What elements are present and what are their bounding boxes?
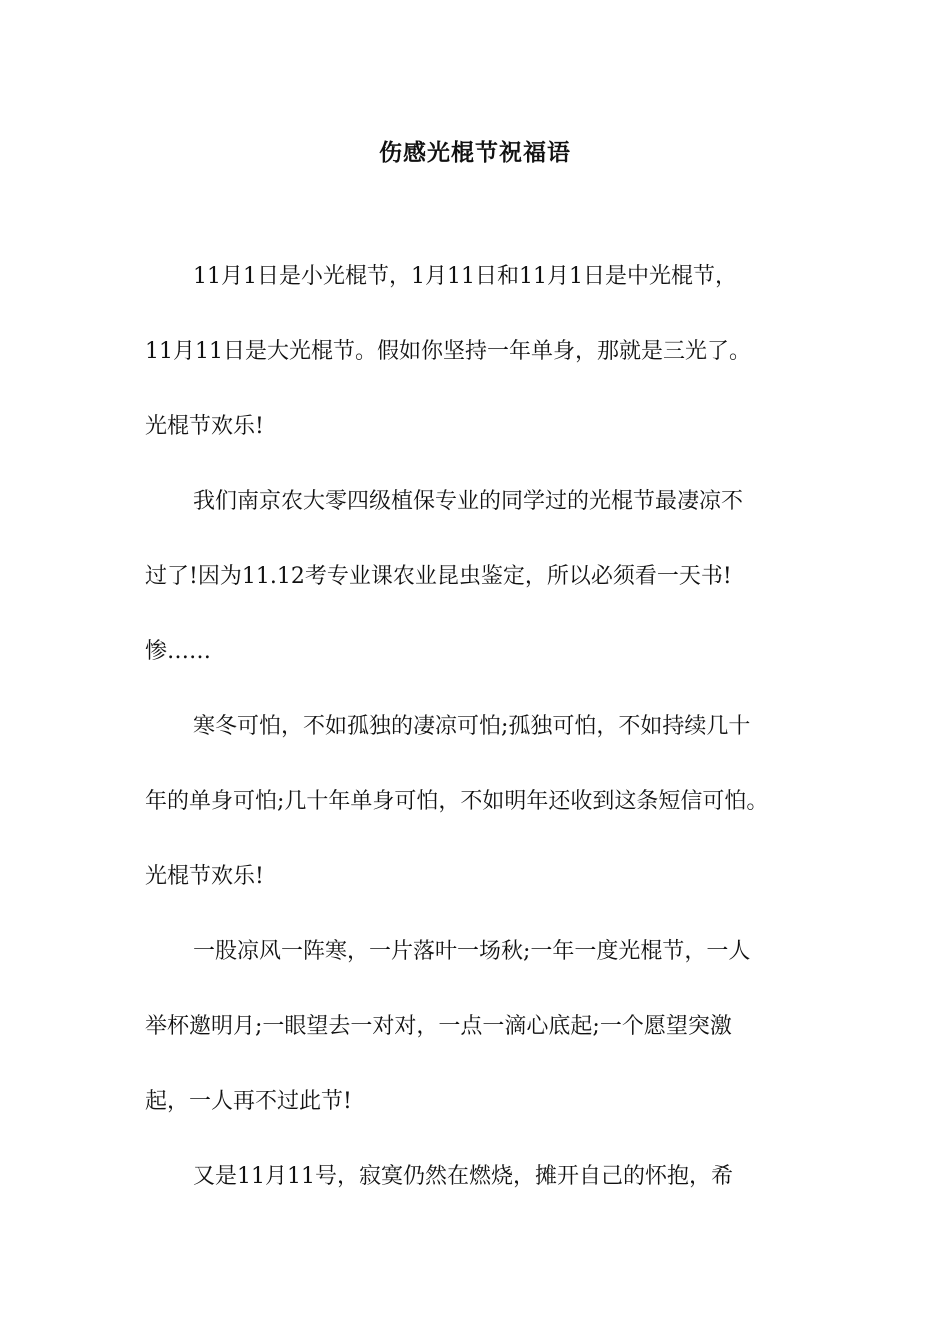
paragraph-line: 惨……: [145, 639, 212, 664]
paragraph-line: 举杯邀明月;一眼望去一对对，一点一滴心底起;一个愿望突激: [145, 1014, 732, 1039]
paragraph-line: 我们南京农大零四级植保专业的同学过的光棍节最凄凉不: [193, 489, 744, 514]
paragraph-line: 11月11日是大光棍节。假如你坚持一年单身，那就是三光了。: [145, 339, 751, 364]
paragraph-line: 寒冬可怕，不如孤独的凄凉可怕;孤独可怕，不如持续几十: [193, 714, 751, 739]
paragraph-line: 起，一人再不过此节!: [145, 1089, 352, 1114]
paragraph-line: 过了!因为11.12考专业课农业昆虫鉴定，所以必须看一天书!: [145, 564, 732, 589]
document-title: 伤感光棍节祝福语: [379, 139, 571, 166]
paragraph: [145, 482, 821, 707]
paragraph-line: 一股凉风一阵寒，一片落叶一场秋;一年一度光棍节，一人: [193, 939, 751, 964]
paragraph: [145, 932, 821, 1157]
paragraph-line: 光棍节欢乐!: [145, 414, 264, 439]
paragraph: [145, 1157, 821, 1232]
paragraph: [145, 257, 821, 482]
paragraph-line: 光棍节欢乐!: [145, 864, 264, 889]
paragraph: [145, 707, 821, 932]
paragraph-line: 年的单身可怕;几十年单身可怕，不如明年还收到这条短信可怕。: [145, 789, 769, 814]
document-body: [145, 257, 821, 1232]
paragraph-line: 又是11月11号，寂寞仍然在燃烧，摊开自己的怀抱，希: [193, 1164, 733, 1189]
paragraph-line: 11月1日是小光棍节，1月11日和11月1日是中光棍节，: [193, 264, 737, 289]
